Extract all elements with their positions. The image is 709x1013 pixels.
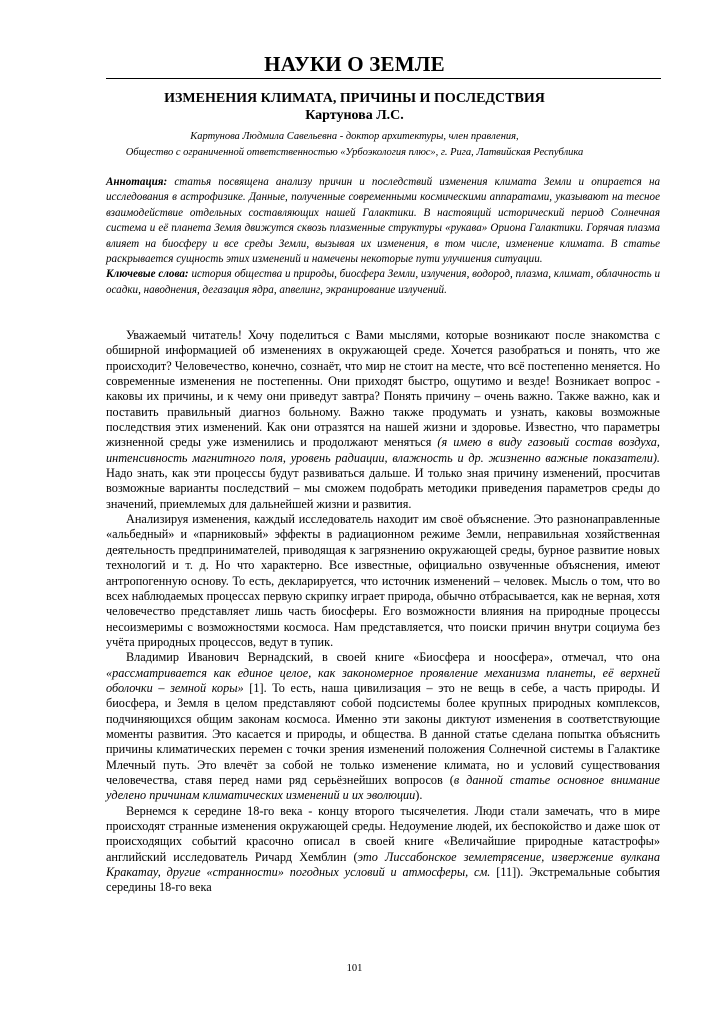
- abstract-text: статья посвящена анализу причин и последствий изменения климата Земли и опирается на исследования в астрофизике. Данные, полученные современными космическими аппаратами, указывают на тесное взаимодействие отдельных составляющих нашей Галактики. В настоящий исторический период Солнечная система и её планета Земля движутся сквозь плазменные структуры «рукава» Ориона Галактики. Горячая плазма влияет на биосферу и все среды Земли, вызывая их изменения, в том числе, изменение климата. В статье раскрывается сущность этих изменений и намечены некоторые пути улучшения ситуации.: [106, 176, 660, 266]
- paragraph-1: [106, 328, 660, 512]
- section-divider: [106, 78, 661, 79]
- article-body: [106, 328, 660, 896]
- author-affiliation-line2: Общество с ограниченной ответственностью «Урбоэкология плюс», г. Рига, Латвийская Республика: [125, 147, 584, 158]
- paragraph-4: [106, 804, 660, 896]
- paragraph-4-emphasis: это Лиссабонское землетрясение, извержение вулкана Кракатау, другие «странности» погодных условий и атмосферы, см.: [106, 849, 660, 880]
- paragraph-1-text-b: Надо знать, как эти процессы будут развиваться дальше. И только зная причину изменений, просчитав возможные варианты последствий – мы сможем подобрать методики приведения параметров среды до значений, приемлемых для дальнейшей жизни и развития.: [106, 466, 660, 511]
- abstract-label: Аннотация:: [106, 176, 168, 188]
- keywords-text: история общества и природы, биосфера Земли, излучения, водород, плазма, климат, облачность и осадки, наводнения, дегазация ядра, апвелинг, экранирование излучений.: [106, 268, 660, 296]
- paragraph-3-text-a: Владимир Иванович Вернадский, в своей книге «Биосфера и ноосфера», отмечал, что она: [126, 650, 660, 665]
- page-number: 101: [346, 963, 363, 974]
- paragraph-1-text-a: Уважаемый читатель! Хочу поделиться с Вами мыслями, которые возникают после знакомства с обширной информацией об изменениях в окружающей среде. Хочется разобраться и понять, что же происходит? Человечество, конечно, сознаёт, что мир не стоит на месте, что всё постепенно меняется. Но современные изменения не постепенны. Они приходят быстро, ощутимо и везде! Возникает вопрос - каковы их причины, и к чему они приведут завтра? Понять причину – очень важно. Также важно, как и поставить правильный диагноз больному. Важно также продумать и узнать, каковы возможные последствия этих изменений. Как они отразятся на нашей жизни и здоровье. Известно, что параметры жизненной среды уже изменились и продолжают меняться: [106, 328, 660, 450]
- paragraph-4-text-a: Вернемся к середине 18-го века - концу второго тысячелетия. Люди стали замечать, что в мире происходят странные изменения окружающей среды. Недоумение людей, их беспокойство и даже шок от происходящих событий красочно описал в своей книге «Величайшие природные катастрофы» английский исследователь Ричард Хемблин (: [106, 803, 660, 864]
- paragraph-3-emphasis: в данной статье основное внимание уделено причинам климатических изменений и их эволюции: [106, 772, 660, 803]
- paragraph-1-emphasis: (я имею в виду газовый состав воздуха, интенсивность магнитного поля, уровень радиации, влажность и др. жизненно важные показатели).: [106, 435, 660, 465]
- paragraph-2: Анализируя изменения, каждый исследователь находит им своё объяснение. Это разнонаправленные «альбедный» и «парниковый» эффекты в радиационном режиме Земли, неправильная хозяйственная деятельность предпринимателей, приводящая к загрязнению окружающей среды, бурное развитие новых технологий и т. д. Но что характерно. Все известные, официально озвученные объяснения, имеют антропогенную основу. То есть, декларируется, что источник изменений – человек. Мысль о том, что во всех наблюдаемых процессах первую скрипку играет природа, обычно отбрасывается, как не верная, хотя человечество представляет лишь часть биосферы. Его возможности влияния на природные процессы несоизмеримы с возможностями космоса. Нам представляется, что поиски причин внутри социума без учёта природных процессов, ведут в тупик.: [106, 512, 660, 649]
- abstract-block: [106, 175, 660, 298]
- paragraph-3-text-b: [1]. То есть, наша цивилизация – это не вещь в себе, а часть природы. И биосфера, и Земля в целом представляют собой подсистемы более крупных природных комплексов, подчиняющихся общим законам космоса. Именно эти законы диктуют изменения в соответствующие моменты развития. Это касается и природы, и общества. В данной статье сделана попытка объяснить причины климатических перемен с точки зрения изменений положения Солнечной системы в Галактике Млечный путь. Это влечёт за собой не только изменение климата, но и условий существования человечества, ставя перед нами ряд серьёзнейших вопросов (: [106, 680, 660, 787]
- paragraph-4-text-b: [11]). Экстремальные события середины 18-го века: [106, 865, 660, 895]
- paragraph-3-text-c: ).: [415, 788, 423, 803]
- keywords: [106, 267, 660, 298]
- keywords-label: Ключевые слова:: [106, 268, 189, 281]
- author-name: Картунова Л.С.: [305, 108, 404, 123]
- paragraph-3-quote: «рассматривается как единое целое, как закономерное проявление механизма планеты, её верхней оболочки – земной коры»: [106, 665, 660, 695]
- section-title: НАУКИ О ЗЕМЛЕ: [264, 52, 445, 76]
- paragraph-3: [106, 650, 660, 803]
- abstract: [106, 175, 660, 267]
- article-title: ИЗМЕНЕНИЯ КЛИМАТА, ПРИЧИНЫ И ПОСЛЕДСТВИЯ: [164, 91, 545, 106]
- author-affiliation-line1: Картунова Людмила Савельевна - доктор архитектуры, член правления,: [190, 131, 519, 142]
